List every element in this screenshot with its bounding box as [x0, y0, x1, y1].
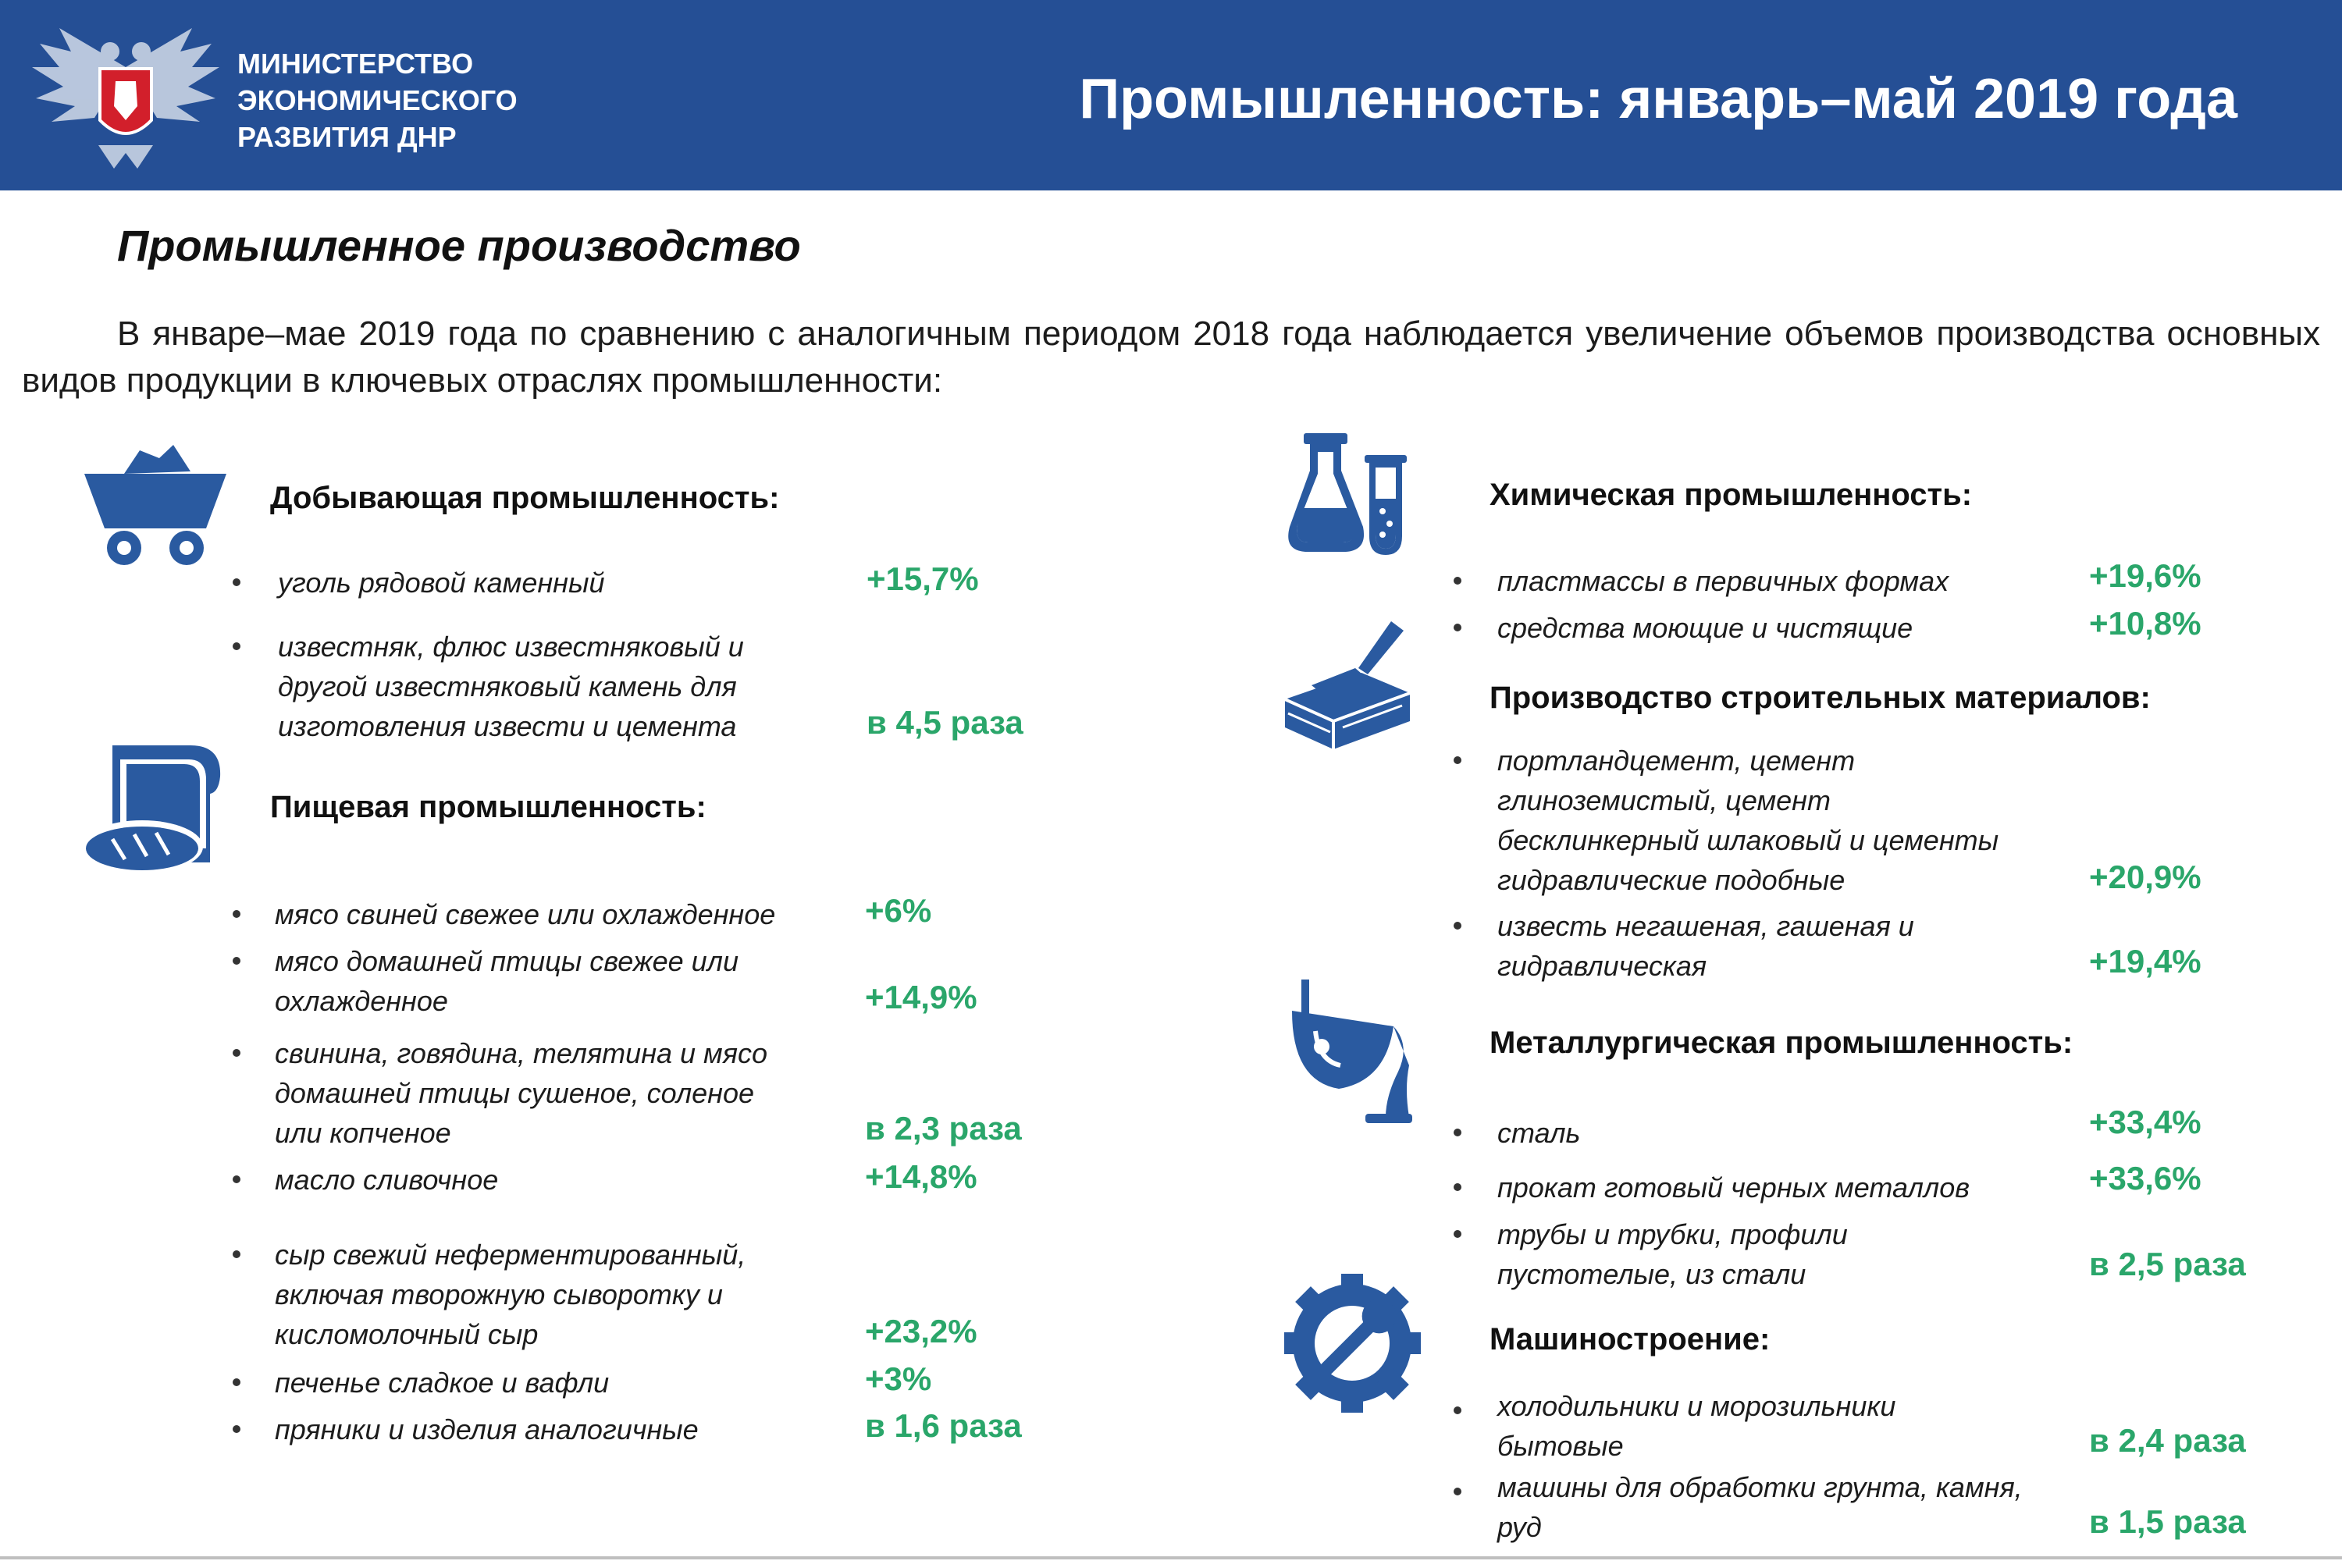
- bullet-dot: [233, 1175, 240, 1183]
- item-line: бытовые: [1497, 1430, 1624, 1462]
- item-line: портландцемент, цемент: [1497, 745, 1856, 777]
- item-line: или копченое: [275, 1117, 451, 1149]
- item-label: [278, 563, 604, 603]
- item-line: прокат готовый черных металлов: [1497, 1172, 1970, 1204]
- bullet-dot: [1454, 1129, 1461, 1136]
- item-label: [1497, 1113, 1580, 1153]
- item-line: глиноземистый, цемент: [1497, 784, 1831, 816]
- bullet-dot: [233, 1425, 240, 1433]
- item-line: пряники и изделия аналогичные: [275, 1413, 699, 1445]
- item-value: в 4,5 раза: [867, 704, 1023, 741]
- item-value: +10,8%: [2089, 605, 2201, 642]
- item-line: свинина, говядина, телятина и мясо: [275, 1037, 767, 1069]
- bottom-divider: [0, 1556, 2342, 1559]
- page-title: Промышленность: январь–май 2019 года: [1079, 68, 2237, 130]
- item-value: +20,9%: [2089, 859, 2201, 895]
- item-line: мясо домашней птицы свежее или: [275, 945, 739, 977]
- bullet-dot: [1454, 1230, 1461, 1238]
- bullet-dot: [233, 1378, 240, 1386]
- item-line: масло сливочное: [275, 1164, 499, 1196]
- coal-cart-icon: [81, 431, 230, 571]
- category-title: Пищевая промышленность:: [270, 790, 707, 824]
- item-label: [1497, 1214, 1848, 1294]
- item-value: +33,6%: [2089, 1160, 2201, 1196]
- ladle-icon: [1284, 980, 1413, 1124]
- item-label: [1497, 1168, 1970, 1207]
- bullet-dot: [1454, 1183, 1461, 1191]
- item-line: машины для обработки грунта, камня,: [1497, 1471, 2023, 1503]
- intro-paragraph: В январе–мае 2019 года по сравнению с аналогичным периодом 2018 года наблюдается увеличение объемов производства основных видов продукции в ключевых отраслях промышленности:: [22, 315, 2320, 400]
- ministry-line: МИНИСТЕРСТВО: [237, 48, 474, 80]
- item-value: +23,2%: [865, 1313, 977, 1349]
- item-line: средства моющие и чистящие: [1497, 612, 1913, 644]
- item-value: +6%: [865, 892, 932, 929]
- category-title: Производство строительных материалов:: [1490, 681, 2151, 715]
- item-line: сыр свежий неферментированный,: [275, 1239, 746, 1271]
- item-line: гидравлические подобные: [1497, 864, 1845, 896]
- item-line: трубы и трубки, профили: [1497, 1218, 1848, 1250]
- item-line: мясо свиней свежее или охлажденное: [275, 898, 776, 930]
- item-label: [1497, 1467, 2023, 1547]
- item-value: +33,4%: [2089, 1104, 2201, 1140]
- item-value: +3%: [865, 1360, 932, 1397]
- item-line: домашней птицы сушеное, соленое: [275, 1077, 755, 1109]
- eagle-emblem-icon: [28, 20, 223, 173]
- item-label: [1497, 1386, 1895, 1466]
- item-line: известняк, флюс известняковый и: [278, 631, 744, 663]
- flask-icon: [1288, 433, 1413, 558]
- item-label: [1497, 608, 1913, 648]
- ministry-line: РАЗВИТИЯ ДНР: [237, 121, 457, 153]
- item-line: изготовления извести и цемента: [278, 710, 737, 742]
- item-value: +19,6%: [2089, 557, 2201, 594]
- item-label: [275, 941, 739, 1021]
- item-value: в 2,3 раза: [865, 1110, 1022, 1147]
- item-value: в 2,4 раза: [2089, 1422, 2246, 1459]
- item-line: известь негашеная, гашеная и: [1497, 910, 1914, 942]
- item-label: [275, 894, 775, 934]
- category-title: Добывающая промышленность:: [270, 481, 780, 515]
- item-label: [275, 1363, 609, 1403]
- item-line: руд: [1497, 1511, 1542, 1543]
- item-label: [275, 1235, 746, 1354]
- item-line: пустотелые, из стали: [1497, 1258, 1806, 1290]
- item-value: в 2,5 раза: [2089, 1246, 2246, 1282]
- bullet-dot: [233, 642, 240, 650]
- category-title: Химическая промышленность:: [1490, 478, 1973, 512]
- item-label: [275, 1160, 498, 1200]
- item-label: [275, 1410, 699, 1449]
- item-line: пластмассы в первичных формах: [1497, 565, 1949, 597]
- item-line: сталь: [1497, 1117, 1581, 1149]
- bullet-dot: [1454, 577, 1461, 585]
- item-line: кисломолочный сыр: [275, 1318, 539, 1350]
- ministry-name: [237, 45, 565, 155]
- item-line: уголь рядовой каменный: [278, 567, 605, 599]
- item-label: [1497, 561, 1949, 601]
- item-label: [1497, 741, 1999, 900]
- bullet-dot: [233, 1250, 240, 1258]
- gear-wrench-icon: [1284, 1274, 1421, 1413]
- item-value: в 1,6 раза: [865, 1407, 1022, 1444]
- item-line: включая творожную сыворотку и: [275, 1278, 723, 1310]
- header-bar: [0, 0, 2342, 190]
- item-line: холодильники и морозильники: [1497, 1390, 1896, 1422]
- bullet-dot: [233, 1049, 240, 1057]
- bullet-dot: [233, 910, 240, 918]
- bullet-dot: [1454, 624, 1461, 631]
- bullet-dot: [233, 578, 240, 586]
- category-title: Металлургическая промышленность:: [1490, 1026, 2073, 1060]
- item-label: [278, 627, 744, 746]
- bread-icon: [81, 745, 222, 878]
- item-value: +14,9%: [865, 979, 977, 1015]
- item-value: в 1,5 раза: [2089, 1503, 2246, 1540]
- brick-trowel-icon: [1280, 617, 1413, 753]
- item-label: [1497, 906, 1914, 986]
- bullet-dot: [1454, 1488, 1461, 1495]
- section-title: Промышленное производство: [117, 221, 801, 270]
- item-label: [275, 1033, 767, 1153]
- bullet-dot: [1454, 756, 1461, 764]
- bullet-dot: [1454, 1406, 1461, 1414]
- item-value: +14,8%: [865, 1158, 977, 1195]
- item-line: печенье сладкое и вафли: [275, 1367, 610, 1399]
- item-value: +19,4%: [2089, 943, 2201, 980]
- bullet-dot: [233, 957, 240, 965]
- item-line: охлажденное: [275, 985, 448, 1017]
- category-title: Машиностроение:: [1490, 1322, 1771, 1356]
- item-line: гидравлическая: [1497, 950, 1707, 982]
- item-line: другой известняковый камень для: [278, 670, 737, 702]
- item-line: бесклинкерный шлаковый и цементы: [1497, 824, 1999, 856]
- ministry-line: ЭКОНОМИЧЕСКОГО: [237, 84, 518, 116]
- item-value: +15,7%: [867, 560, 979, 597]
- bullet-dot: [1454, 922, 1461, 930]
